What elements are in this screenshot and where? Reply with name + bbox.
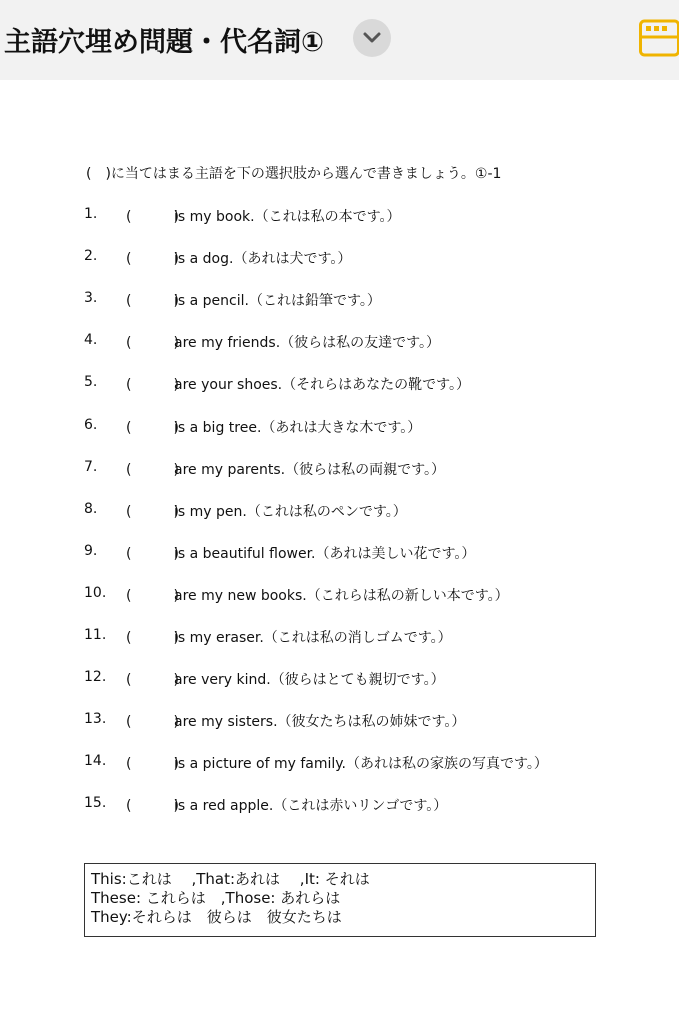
choice-line: This:これは ,That:あれは ,It: それは bbox=[91, 870, 370, 888]
instruction-text: ( )に当てはまる主語を下の選択肢から選んで書きましょう。①-1 bbox=[86, 166, 502, 182]
chevron-down-icon bbox=[362, 31, 382, 45]
answer-blank: ( ) bbox=[126, 588, 179, 604]
choices-box bbox=[84, 863, 596, 937]
question-number: 4. bbox=[84, 332, 98, 348]
answer-blank: ( ) bbox=[126, 420, 179, 436]
question-text: is a big tree.（あれは大きな木です。） bbox=[174, 420, 422, 436]
answer-blank: ( ) bbox=[126, 630, 179, 646]
question-number: 12. bbox=[84, 669, 107, 685]
choice-line: They:それらは 彼らは 彼女たちは bbox=[91, 908, 342, 926]
question-text: are my friends.（彼らは私の友達です。） bbox=[174, 335, 441, 351]
question-text: are your shoes.（それらはあなたの靴です。） bbox=[174, 377, 470, 393]
question-text: are very kind.（彼らはとても親切です。） bbox=[174, 672, 445, 688]
question-number: 5. bbox=[84, 374, 98, 390]
question-text: is my eraser.（これは私の消しゴムです。） bbox=[174, 630, 452, 646]
question-text: are my parents.（彼らは私の両親です。） bbox=[174, 462, 445, 478]
page-title: 主語穴埋め問題・代名詞① bbox=[4, 27, 324, 58]
question-text: is a dog.（あれは犬です。） bbox=[174, 251, 352, 267]
answer-blank: ( ) bbox=[126, 714, 179, 730]
answer-blank: ( ) bbox=[126, 335, 179, 351]
question-number: 6. bbox=[84, 417, 98, 433]
question-text: is a red apple.（これは赤いリンゴです。） bbox=[174, 798, 448, 814]
question-number: 9. bbox=[84, 543, 98, 559]
question-text: is a pencil.（これは鉛筆です。） bbox=[174, 293, 381, 309]
question-text: are my sisters.（彼女たちは私の姉妹です。） bbox=[174, 714, 466, 730]
title-dropdown-button[interactable] bbox=[353, 19, 391, 57]
question-text: is a beautiful flower.（あれは美しい花です。） bbox=[174, 546, 476, 562]
answer-blank: ( ) bbox=[126, 672, 179, 688]
question-text: are my new books.（これらは私の新しい本です。） bbox=[174, 588, 509, 604]
question-number: 2. bbox=[84, 248, 98, 264]
top-bar bbox=[0, 0, 679, 80]
answer-blank: ( ) bbox=[126, 293, 179, 309]
answer-blank: ( ) bbox=[126, 504, 179, 520]
answer-blank: ( ) bbox=[126, 462, 179, 478]
question-text: is my book.（これは私の本です。） bbox=[174, 209, 401, 225]
question-number: 14. bbox=[84, 753, 107, 769]
answer-blank: ( ) bbox=[126, 798, 179, 814]
question-text: is a picture of my family.（あれは私の家族の写真です。） bbox=[174, 756, 548, 772]
answer-blank: ( ) bbox=[126, 209, 179, 225]
question-number: 3. bbox=[84, 290, 98, 306]
question-number: 10. bbox=[84, 585, 107, 601]
question-number: 1. bbox=[84, 206, 98, 222]
answer-blank: ( ) bbox=[126, 377, 179, 393]
toolbox-button[interactable] bbox=[638, 16, 679, 58]
question-text: is my pen.（これは私のペンです。） bbox=[174, 504, 407, 520]
answer-blank: ( ) bbox=[126, 251, 179, 267]
choice-line: These: これらは ,Those: あれらは bbox=[91, 889, 341, 907]
answer-blank: ( ) bbox=[126, 756, 179, 772]
answer-blank: ( ) bbox=[126, 546, 179, 562]
question-number: 7. bbox=[84, 459, 98, 475]
question-number: 15. bbox=[84, 795, 107, 811]
question-number: 13. bbox=[84, 711, 107, 727]
toolbox-icon bbox=[638, 16, 679, 58]
question-number: 8. bbox=[84, 501, 98, 517]
question-number: 11. bbox=[84, 627, 107, 643]
